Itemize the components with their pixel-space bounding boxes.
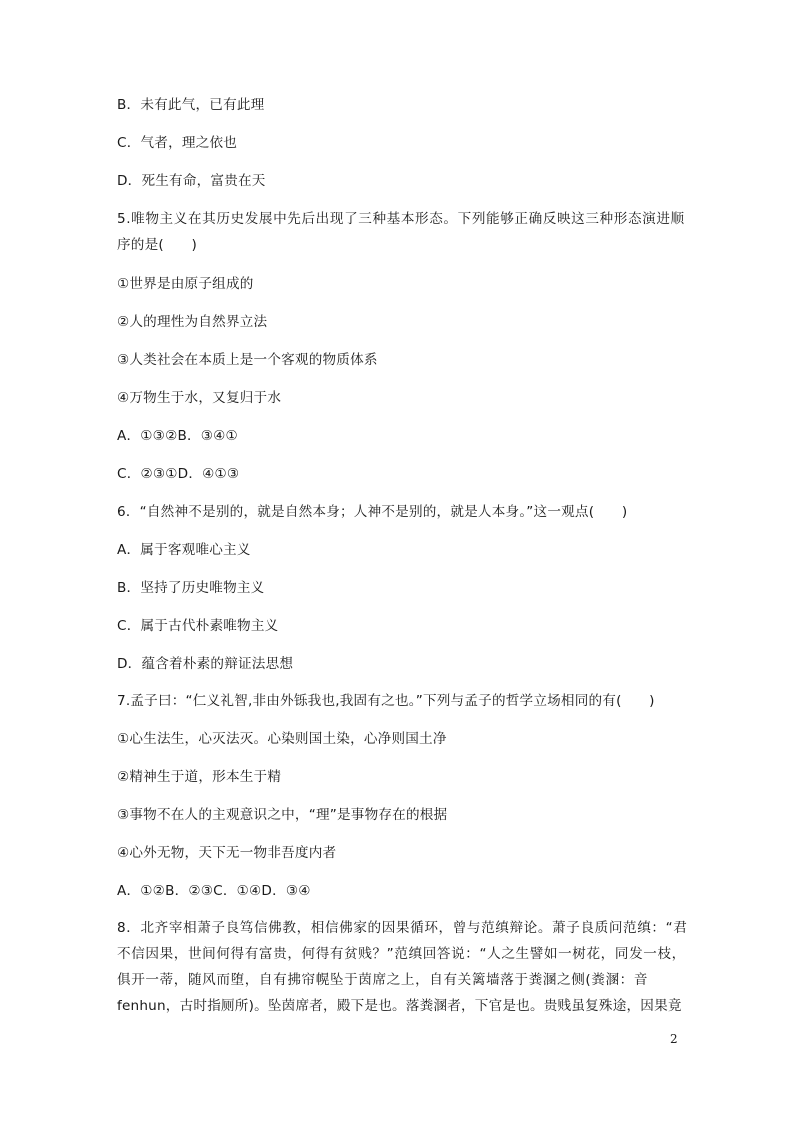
q4-option-b: B．未有此气，已有此理 (117, 97, 265, 113)
q8-stem-line-4: fenhun，古时指厕所)。坠茵席者，殿下是也。落粪溷者，下官是也。贵贱虽复殊途，因果竟 (117, 998, 682, 1014)
q4-option-d: D．死生有命，富贵在天 (117, 173, 266, 189)
q6-option-c: C．属于古代朴素唯物主义 (117, 618, 279, 634)
q5-stem-line-2: 序的是( ) (117, 237, 197, 253)
q5-stem-line-1: 5.唯物主义在其历史发展中先后出现了三种基本形态。下列能够正确反映这三种形态演进顺 (117, 211, 685, 227)
q6-option-a: A．属于客观唯心主义 (117, 542, 251, 558)
q7-stem: 7.孟子曰：“仁义礼智,非由外铄我也,我固有之也。”下列与孟子的哲学立场相同的有( ) (117, 693, 655, 709)
q7-item-4: ④心外无物，天下无一物非吾度内者 (117, 845, 337, 861)
q8-stem-line-2: 不信因果，世间何得有富贵，何得有贫贱？”范缜回答说：“人之生譬如一树花，同发一枝， (117, 946, 686, 962)
q5-item-2: ②人的理性为自然界立法 (117, 314, 268, 330)
q6-option-b: B．坚持了历史唯物主义 (117, 580, 265, 596)
page-number: 2 (670, 1032, 678, 1046)
q4-option-c: C．气者，理之依也 (117, 135, 238, 151)
q5-item-4: ④万物生于水，又复归于水 (117, 390, 282, 406)
q5-options-cd: C．②③①D．④①③ (117, 466, 240, 482)
q6-stem: 6．“自然神不是别的，就是自然本身；人神不是别的，就是人本身。”这一观点( ) (117, 504, 628, 520)
q7-item-2: ②精神生于道，形本生于精 (117, 769, 282, 785)
q7-item-1: ①心生法生，心灭法灭。心染则国土染，心净则国土净 (117, 731, 447, 747)
q6-option-d: D．蕴含着朴素的辩证法思想 (117, 656, 294, 672)
q5-options-ab: A．①③②B．③④① (117, 428, 238, 444)
q5-item-3: ③人类社会在本质上是一个客观的物质体系 (117, 352, 378, 368)
q7-options: A．①②B．②③C．①④D．③④ (117, 883, 311, 899)
q8-stem-line-1: 8．北齐宰相萧子良笃信佛教，相信佛家的因果循环，曾与范缜辩论。萧子良质问范缜：“君 (117, 920, 688, 936)
q5-item-1: ①世界是由原子组成的 (117, 276, 254, 292)
q7-item-3: ③事物不在人的主观意识之中，“理”是事物存在的根据 (117, 807, 448, 823)
q8-stem-line-3: 俱开一蒂，随风而堕，自有拂帘幌坠于茵席之上，自有关篱墙落于粪溷之侧(粪溷：音 (117, 972, 649, 988)
